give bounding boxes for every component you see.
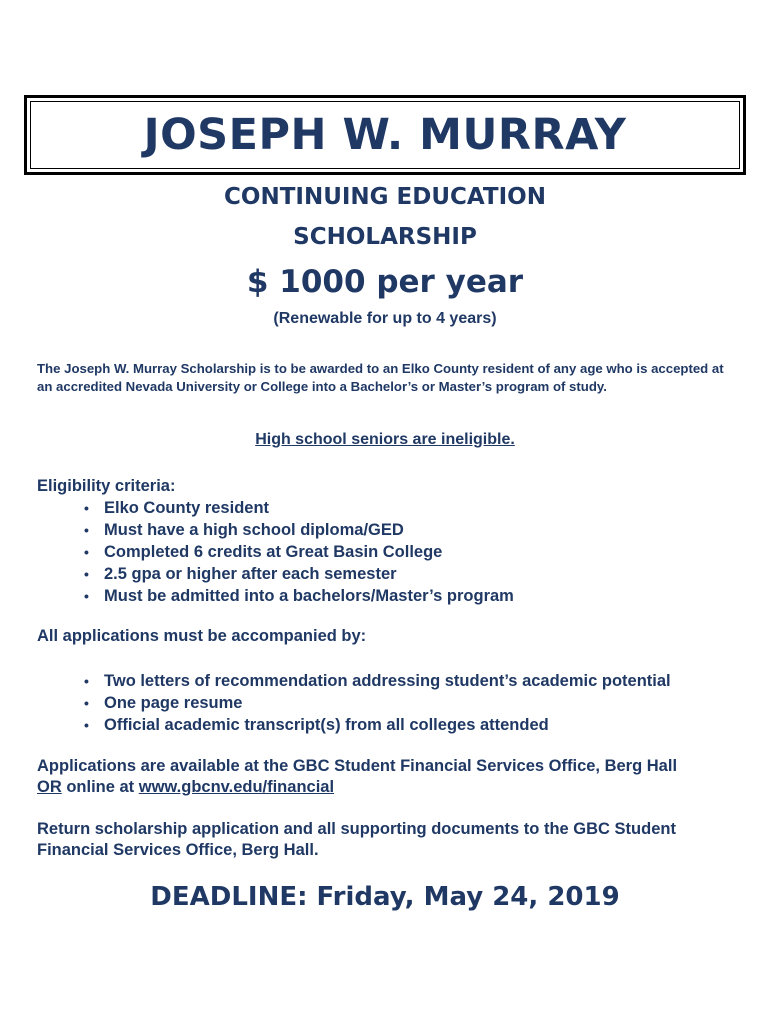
- list-item-text: Official academic transcript(s) from all colleges attended: [104, 716, 549, 734]
- list-item: [84, 541, 514, 563]
- award-amount: $ 1000 per year: [246, 264, 524, 300]
- bullet-icon: •: [84, 500, 89, 516]
- title-box: [24, 95, 746, 175]
- subtitle-line-2: SCHOLARSHIP: [293, 224, 477, 250]
- or-word: OR: [37, 778, 62, 796]
- list-item-text: Must have a high school diploma/GED: [104, 521, 404, 539]
- list-item-text: One page resume: [104, 694, 243, 712]
- list-item-text: Two letters of recommendation addressing student’s academic potential: [104, 672, 671, 690]
- list-item-text: Must be admitted into a bachelors/Master’s program: [104, 587, 514, 605]
- list-item-text: Completed 6 credits at Great Basin College: [104, 543, 443, 561]
- list-item: [84, 519, 514, 541]
- financial-link[interactable]: www.gbcnv.edu/financial: [138, 778, 335, 796]
- deadline: DEADLINE: Friday, May 24, 2019: [150, 882, 620, 912]
- list-item: [84, 497, 514, 519]
- bullet-icon: •: [84, 695, 89, 711]
- online-text: online at: [61, 778, 139, 796]
- main-title: JOSEPH W. MURRAY: [143, 110, 627, 160]
- list-item: [84, 714, 671, 736]
- availability-text: Applications are available at the GBC Student Financial Services Office, Berg Hall: [37, 757, 678, 775]
- list-item: [84, 670, 671, 692]
- list-item-text: 2.5 gpa or higher after each semester: [104, 565, 397, 583]
- bullet-icon: •: [84, 717, 89, 733]
- renewable-note: (Renewable for up to 4 years): [273, 310, 497, 327]
- availability-paragraph: [37, 756, 737, 798]
- applications-heading: All applications must be accompanied by:: [37, 627, 367, 645]
- list-item: [84, 585, 514, 607]
- title-box-inner-border: [30, 101, 740, 169]
- bullet-icon: •: [84, 673, 89, 689]
- eligibility-list: [84, 497, 514, 607]
- applications-list: [84, 670, 671, 736]
- list-item-text: Elko County resident: [104, 499, 270, 517]
- bullet-icon: •: [84, 566, 89, 582]
- description-paragraph: The Joseph W. Murray Scholarship is to be awarded to an Elko County resident of any age who is accepted at an accredited Nevada University or College into a Bachelor’s or Master’s program of study.: [37, 361, 724, 394]
- subtitle-line-1: CONTINUING EDUCATION: [224, 184, 546, 210]
- bullet-icon: •: [84, 544, 89, 560]
- list-item: [84, 692, 671, 714]
- ineligible-note: High school seniors are ineligible.: [255, 431, 515, 448]
- eligibility-heading: Eligibility criteria:: [37, 477, 176, 495]
- bullet-icon: •: [84, 588, 89, 604]
- return-instructions: Return scholarship application and all supporting documents to the GBC Student Financial Services Office, Berg Hall.: [37, 820, 676, 859]
- bullet-icon: •: [84, 522, 89, 538]
- list-item: [84, 563, 514, 585]
